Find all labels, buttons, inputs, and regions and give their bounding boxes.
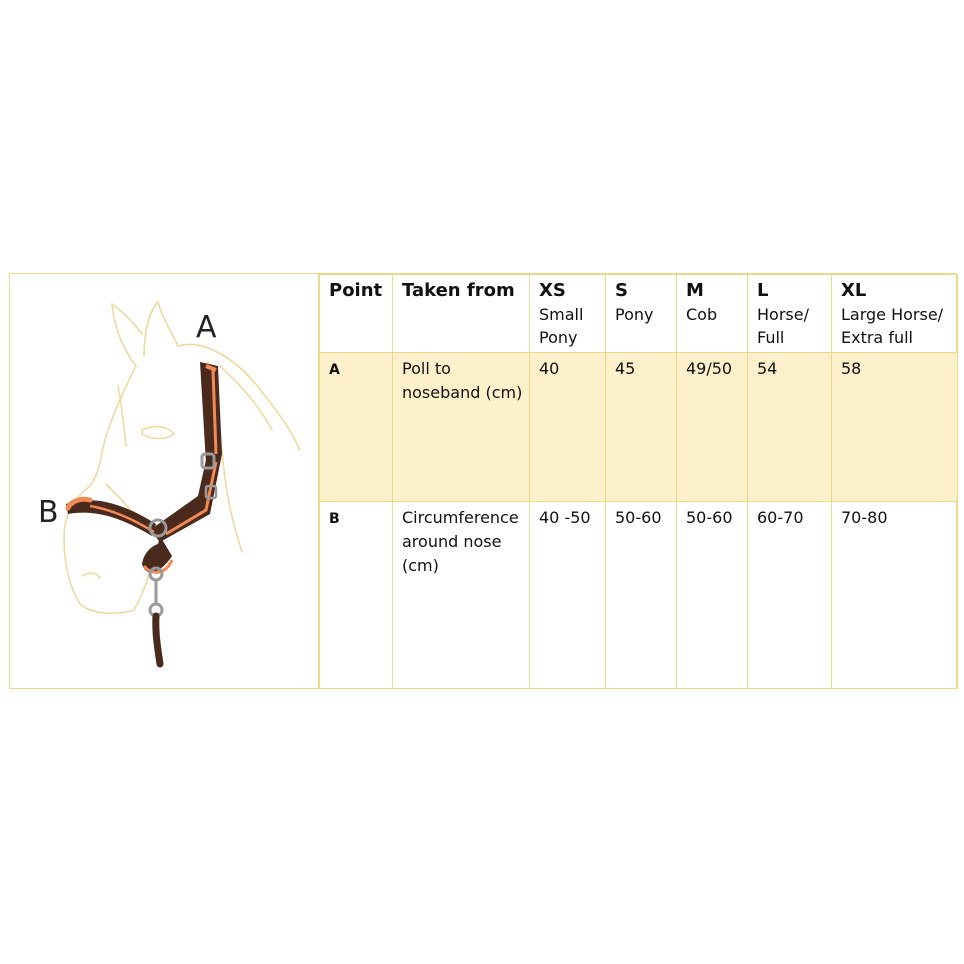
noseband [66, 500, 156, 536]
row-a-xl: 58 [832, 353, 958, 502]
header-taken-from: Taken from [393, 275, 530, 353]
row-b-l: 60-70 [748, 502, 832, 689]
header-point: Point [320, 275, 393, 353]
header-size-s: S Pony [606, 275, 677, 353]
row-a-m: 49/50 [677, 353, 748, 502]
lead-rope [156, 616, 160, 664]
table-row [320, 502, 958, 689]
row-a-point: A [320, 353, 393, 502]
header-size-l: L Horse/ Full [748, 275, 832, 353]
header-size-m: M Cob [677, 275, 748, 353]
point-a-label: A [196, 310, 217, 345]
horse-head-halter-drawing [10, 274, 319, 688]
row-a-l: 54 [748, 353, 832, 502]
size-table [319, 274, 958, 689]
row-a-s: 45 [606, 353, 677, 502]
row-b-xs: 40 -50 [530, 502, 606, 689]
size-chart [9, 273, 957, 689]
table-header-row [320, 275, 958, 353]
table-row [320, 353, 958, 502]
row-b-m: 50-60 [677, 502, 748, 689]
row-b-xl: 70-80 [832, 502, 958, 689]
horse-outline [64, 302, 300, 613]
row-a-taken-from: Poll to noseband (cm) [393, 353, 530, 502]
row-b-point: B [320, 502, 393, 689]
halter-illustration [10, 274, 319, 688]
row-b-taken-from: Circumference around nose (cm) [393, 502, 530, 689]
header-size-xl: XL Large Horse/ Extra full [832, 275, 958, 353]
point-b-label: B [38, 495, 59, 530]
header-size-xs: XS Small Pony [530, 275, 606, 353]
row-b-s: 50-60 [606, 502, 677, 689]
crown-strap [200, 362, 222, 464]
row-a-xs: 40 [530, 353, 606, 502]
